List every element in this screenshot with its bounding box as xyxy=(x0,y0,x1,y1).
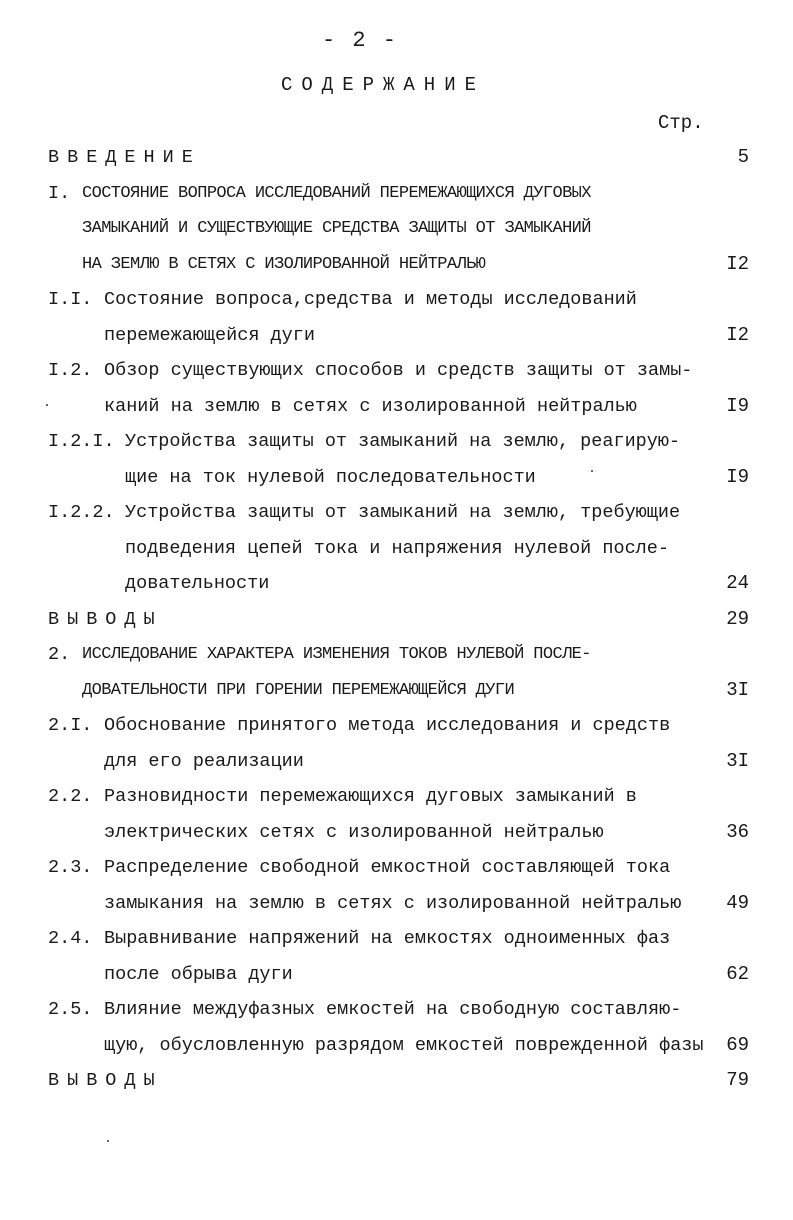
toc-entry-number: 2.5. xyxy=(48,999,93,1020)
page-number: - 2 - xyxy=(321,28,398,53)
toc-entry-line xyxy=(0,211,793,247)
toc-entry-line xyxy=(0,176,793,212)
toc-entry xyxy=(0,1063,793,1099)
toc-entry-text: Устройства защиты от замыканий на землю, реагирую- xyxy=(125,431,681,452)
toc-entry-text: Обзор существующих способов и средств защиты от замы- xyxy=(104,360,693,381)
toc-entry-text: подведения цепей тока и напряжения нулевой после- xyxy=(125,537,669,559)
toc-entry xyxy=(0,602,793,638)
toc-entry-line xyxy=(0,247,793,283)
toc-entry-text: Обоснование принятого метода исследования и средств xyxy=(104,715,671,736)
toc-entry-number: I.2. xyxy=(48,360,93,381)
toc-entry-page: 29 xyxy=(726,607,749,630)
toc-entry-number: I.2.2. xyxy=(48,502,115,523)
toc-entry-line xyxy=(0,424,793,460)
toc-entry-line xyxy=(0,531,793,567)
toc-entry xyxy=(0,282,793,353)
toc-entry-page: 3I xyxy=(726,749,749,772)
toc-entry-text: ВВЕДЕНИЕ xyxy=(48,147,201,168)
toc-entry-line xyxy=(0,992,793,1028)
toc-entry-line xyxy=(0,460,793,496)
toc-entry-text: электрических сетях с изолированной нейтралью xyxy=(104,821,604,843)
toc-entry-line xyxy=(0,389,793,425)
toc-entry-line xyxy=(0,921,793,957)
toc-entry-number: I.I. xyxy=(48,289,93,310)
toc-entry-text: замыкания на землю в сетях с изолированной нейтралью xyxy=(104,892,682,914)
toc-entry-line xyxy=(0,353,793,389)
toc-entry-text: ДОВАТЕЛЬНОСТИ ПРИ ГОРЕНИИ ПЕРЕМЕЖАЮЩЕЙСЯ ДУГИ xyxy=(82,680,515,700)
toc-entry xyxy=(0,921,793,992)
toc-entry-number: 2.I. xyxy=(48,715,93,736)
toc-entry-text: ВЫВОДЫ xyxy=(48,608,163,630)
toc-entry-page: 3I xyxy=(726,678,749,701)
toc-entry-page: 69 xyxy=(726,1033,749,1056)
toc-entry-text: каний на землю в сетях с изолированной нейтралью xyxy=(104,395,637,417)
toc-entry-line xyxy=(0,566,793,602)
toc-entry-text: перемежающейся дуги xyxy=(104,324,315,346)
toc-entry-page: 62 xyxy=(726,962,749,985)
scan-speck xyxy=(107,1140,109,1142)
toc-entry-number: 2.3. xyxy=(48,857,93,878)
toc-entry xyxy=(0,708,793,779)
toc-entry-text: после обрыва дуги xyxy=(104,963,293,985)
toc-entry-number: I. xyxy=(48,182,71,204)
toc-entry-text: Выравнивание напряжений на емкостях одноименных фаз xyxy=(104,928,671,949)
toc-entry-line xyxy=(0,637,793,673)
toc-entry-line xyxy=(0,140,793,176)
scan-speck xyxy=(46,404,48,406)
toc-entry-page: 49 xyxy=(726,891,749,914)
toc-entry-page: 36 xyxy=(726,820,749,843)
page-column-label: Стр. xyxy=(658,112,704,134)
toc-entry xyxy=(0,637,793,708)
toc-entry xyxy=(0,495,793,602)
toc-entry-text: щую, обусловленную разрядом емкостей поврежденной фазы xyxy=(104,1034,704,1056)
toc-entry-text: для его реализации xyxy=(104,750,304,772)
toc-entry-number: I.2.I. xyxy=(48,431,115,452)
toc-entry xyxy=(0,176,793,283)
toc-entry-line xyxy=(0,815,793,851)
toc-entry-line xyxy=(0,708,793,744)
toc-entry-text: щие на ток нулевой последовательности xyxy=(125,466,536,488)
page-title: СОДЕРЖАНИЕ xyxy=(280,74,486,96)
toc-entry-number: 2.4. xyxy=(48,928,93,949)
toc-entry-text: ЗАМЫКАНИЙ И СУЩЕСТВУЮЩИЕ СРЕДСТВА ЗАЩИТЫ ОТ ЗАМЫКАНИЙ xyxy=(82,219,591,238)
toc-entry-line xyxy=(0,673,793,709)
toc-entry-text: Состояние вопроса,средства и методы исследований xyxy=(104,289,637,310)
toc-entry-page: 5 xyxy=(737,146,749,168)
toc-entry xyxy=(0,140,793,176)
toc-entry-page: I9 xyxy=(726,394,749,417)
toc-entry-page: 24 xyxy=(726,572,749,594)
toc-entry-page: I2 xyxy=(726,252,749,275)
toc-entry-line xyxy=(0,1028,793,1064)
toc-entry-line xyxy=(0,957,793,993)
toc-entry-page: 79 xyxy=(726,1069,749,1091)
toc-entry-text: Устройства защиты от замыканий на землю, требующие xyxy=(125,502,681,523)
toc-entry-text: ВЫВОДЫ xyxy=(48,1070,163,1091)
toc-entry-text: НА ЗЕМЛЮ В СЕТЯХ С ИЗОЛИРОВАННОЙ НЕЙТРАЛЬЮ xyxy=(82,254,486,274)
toc-entry-line xyxy=(0,779,793,815)
toc-entry-text: довательности xyxy=(125,573,270,594)
toc-entry xyxy=(0,779,793,850)
toc-entry-text: СОСТОЯНИЕ ВОПРОСА ИССЛЕДОВАНИЙ ПЕРЕМЕЖАЮЩИХСЯ ДУГОВЫХ xyxy=(82,183,591,203)
toc-entry-number: 2.2. xyxy=(48,786,93,807)
toc-entry-line xyxy=(0,318,793,354)
toc-entry-line xyxy=(0,495,793,531)
table-of-contents xyxy=(0,140,793,1099)
toc-entry xyxy=(0,424,793,495)
toc-entry xyxy=(0,992,793,1063)
toc-entry-text: ИССЛЕДОВАНИЕ ХАРАКТЕРА ИЗМЕНЕНИЯ ТОКОВ НУЛЕВОЙ ПОСЛЕ- xyxy=(82,645,591,664)
toc-entry-line xyxy=(0,850,793,886)
toc-entry-text: Распределение свободной емкостной составляющей тока xyxy=(104,857,671,878)
toc-entry-page: I2 xyxy=(726,323,749,346)
toc-entry-text: Влияние междуфазных емкостей на свободную составляю- xyxy=(104,999,682,1020)
toc-entry-line xyxy=(0,602,793,638)
toc-entry xyxy=(0,850,793,921)
toc-entry-line xyxy=(0,886,793,922)
toc-entry-line xyxy=(0,744,793,780)
toc-entry-number: 2. xyxy=(48,644,71,665)
toc-entry-text: Разновидности перемежающихся дуговых замыканий в xyxy=(104,786,637,807)
scan-speck xyxy=(591,470,593,472)
toc-entry-page: I9 xyxy=(726,465,749,488)
toc-entry-line xyxy=(0,282,793,318)
toc-entry xyxy=(0,353,793,424)
toc-entry-line xyxy=(0,1063,793,1099)
